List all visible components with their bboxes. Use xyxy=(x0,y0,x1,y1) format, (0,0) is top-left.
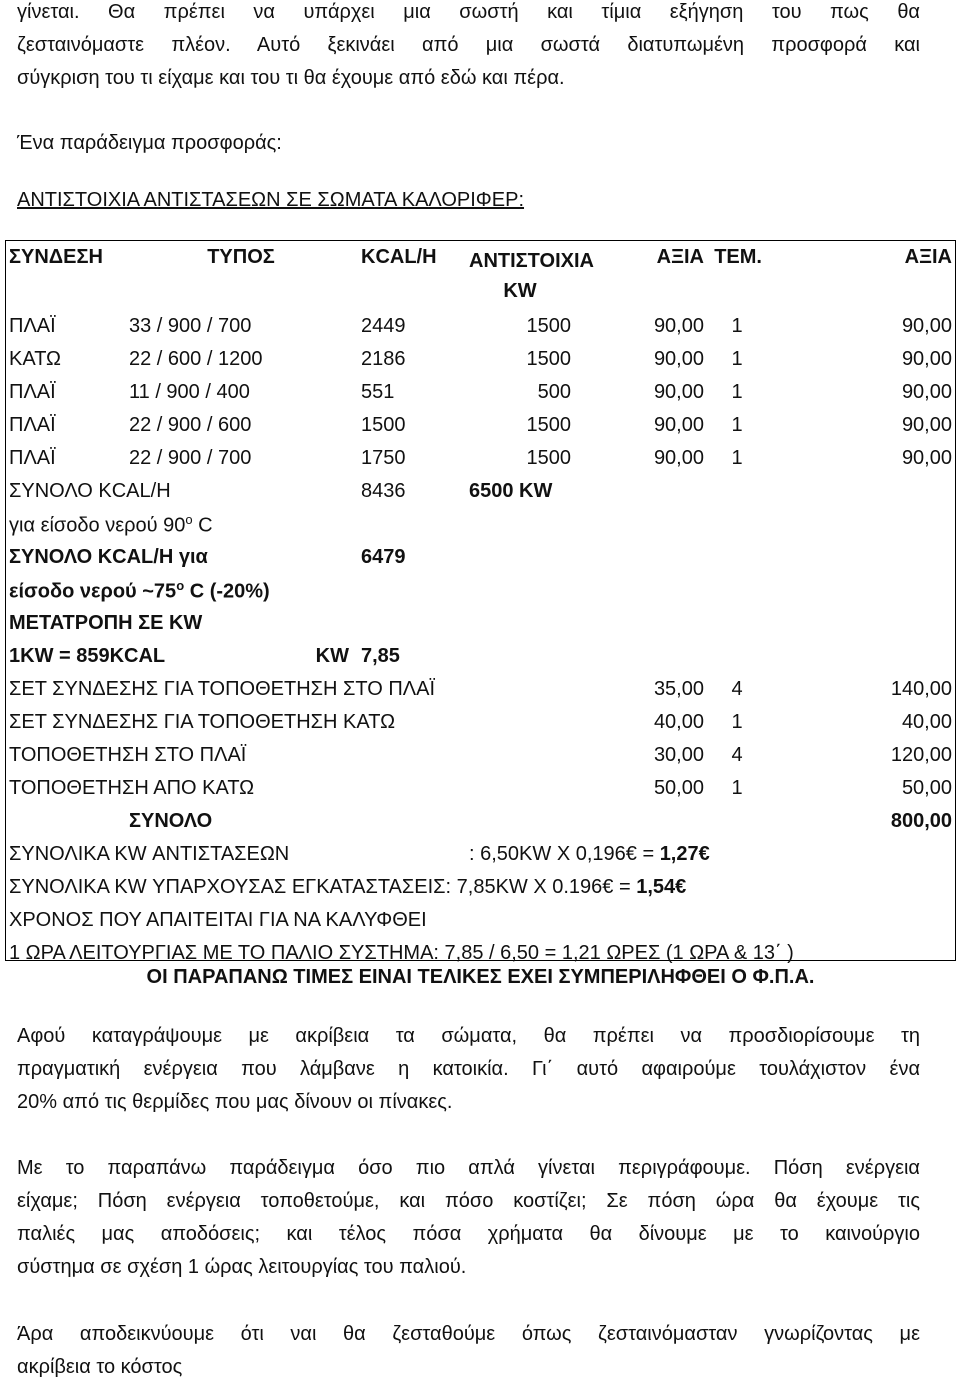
extra-row xyxy=(5,739,956,772)
grand-total-value: 800,00 xyxy=(890,810,952,832)
row-connection: ΠΛΑΪ xyxy=(9,381,56,403)
row-value: 90,00 xyxy=(653,348,704,370)
convert-formula: 1KW = 859KCAL KW xyxy=(5,640,357,673)
sum-label: ΣΥΝΟΛΟ KCAL/H xyxy=(9,480,171,502)
final-note: ΟΙ ΠΑΡΑΠΑΝΩ ΤΙΜΕΣ ΕΙΝΑΙ ΤΕΛΙΚΕΣ ΕΧΕΙ ΣΥΜΠΕΡΙΛΗΦΘΕΙ Ο Φ.Π.Α. xyxy=(146,966,815,988)
convert-formula-row xyxy=(5,640,956,673)
header-value: ΑΞΙΑ xyxy=(656,246,704,268)
row-kcal: 2449 xyxy=(361,315,406,337)
extra-value: 40,00 xyxy=(653,711,704,733)
extra-label: ΤΟΠΟΘΕΤΗΣΗ ΣΤΟ ΠΛΑΪ xyxy=(9,744,247,766)
convert-value: 7,85 xyxy=(361,645,400,667)
para1-line-3: 20% από τις θερμίδες που μας δίνουν οι πίνακες. xyxy=(17,1091,453,1113)
table-row xyxy=(5,442,956,475)
intro-line-2: ζεσταινόμαστε πλέον. Αυτό ξεκινάει από μια σωστά διατυπωμένη προσφορά και xyxy=(17,34,920,56)
row-kcal: 1500 xyxy=(361,414,406,436)
header-total: ΑΞΙΑ xyxy=(904,246,952,268)
summary3: ΧΡΟΝΟΣ ΠΟΥ ΑΠΑΙΤΕΙΤΑΙ ΓΙΑ ΝΑ ΚΑΛΥΦΘΕΙ xyxy=(9,909,427,931)
row-value: 90,00 xyxy=(653,414,704,436)
row-total: 90,00 xyxy=(901,414,952,436)
offer-table xyxy=(5,240,956,970)
header-kcal: KCAL/H xyxy=(361,246,437,268)
summary-row-3 xyxy=(5,904,956,937)
header-equivalence-line2: KW xyxy=(503,280,537,302)
header-equivalence-line1: ΑΝΤΙΣΤΟΙΧΙΑ xyxy=(469,250,594,272)
extra-row xyxy=(5,772,956,805)
section-title: ΑΝΤΙΣΤΟΙΧΙΑ ΑΝΤΙΣΤΑΣΕΩΝ ΣΕ ΣΩΜΑΤΑ ΚΑΛΟΡΙΦΕΡ: xyxy=(17,189,525,211)
row-connection: ΠΛΑΪ xyxy=(9,414,56,436)
row-total: 90,00 xyxy=(901,447,952,469)
para3-line-2: ακρίβεια το κόστος xyxy=(17,1356,183,1378)
summary1-label: ΣΥΝΟΛΙΚΑ KW ΑΝΤΙΣΤΑΣΕΩΝ xyxy=(9,843,290,865)
row-connection: ΚΑΤΩ xyxy=(9,348,62,370)
summary2: ΣΥΝΟΛΙΚΑ KW ΥΠΑΡΧΟΥΣΑΣ ΕΓΚΑΤΑΣΤΑΣΕΙΣ: 7,85KW X 0.196€ = 1,54€ xyxy=(9,876,687,898)
row-value: 90,00 xyxy=(653,381,704,403)
reduced-note-row xyxy=(5,574,956,607)
summary2-result: 1,54€ xyxy=(636,876,687,898)
row-total: 90,00 xyxy=(901,315,952,337)
para1-line-2: πραγματική ενέργεια που λάμβανε η κατοικία. Γι΄ αυτό αφαιρούμε τουλάχιστον ένα xyxy=(17,1058,920,1080)
paragraph-2 xyxy=(17,1152,920,1284)
header-connection: ΣΥΝΔΕΣΗ xyxy=(9,246,103,268)
extra-pcs: 1 xyxy=(731,711,743,733)
row-type: 33 / 900 / 700 xyxy=(129,315,252,337)
row-kw: 1500 xyxy=(526,315,571,337)
reduced-row xyxy=(5,541,956,574)
extra-pcs: 4 xyxy=(731,744,743,766)
extra-pcs: 1 xyxy=(731,777,743,799)
para2-line-4: σύστημα σε σχέση 1 ώρας λειτουργίας του παλιού. xyxy=(17,1256,467,1278)
header-type: ΤΥΠΟΣ xyxy=(207,246,275,268)
header-pcs: ΤΕΜ. xyxy=(714,246,762,268)
table-header-row xyxy=(5,240,956,310)
sum-note-row xyxy=(5,508,956,541)
extra-label: ΣΕΤ ΣΥΝΔΕΣΗΣ ΓΙΑ ΤΟΠΟΘΕΤΗΣΗ ΚΑΤΩ xyxy=(9,711,396,733)
table-row xyxy=(5,376,956,409)
row-kw: 1500 xyxy=(526,348,571,370)
summary-row-1 xyxy=(5,838,956,871)
para2-line-1: Με το παραπάνω παράδειγμα όσο πιο απλά γίνεται περιγράφουμε. Πόση ενέργεια xyxy=(17,1157,920,1179)
row-total: 90,00 xyxy=(901,381,952,403)
intro-line-1: γίνεται. Θα πρέπει να υπάρχει μια σωστή και τίμια εξήγηση του πως θα xyxy=(17,1,920,23)
para3-line-1: Άρα αποδεικνύουμε ότι ναι θα ζεσταθούμε όπως ζεσταινόμασταν γνωρίζοντας με xyxy=(17,1323,920,1345)
header-equivalence xyxy=(465,240,594,310)
row-connection: ΠΛΑΪ xyxy=(9,447,56,469)
row-value: 90,00 xyxy=(653,447,704,469)
row-kw: 1500 xyxy=(526,447,571,469)
summary4: 1 ΩΡΑ ΛΕΙΤΟΥΡΓΙΑΣ ΜΕ ΤΟ ΠΑΛΙΟ ΣΥΣΤΗΜΑ: 7,85 / 6,50 = 1,21 ΩΡΕΣ (1 ΩΡΑ & 13΄ ) xyxy=(9,942,794,964)
extra-total: 120,00 xyxy=(890,744,952,766)
para2-line-3: παλιές μας αποδόσεις; και τέλος πόσα χρήματα θα δίνουμε με το καινούργιο xyxy=(17,1223,920,1245)
extra-total: 40,00 xyxy=(901,711,952,733)
row-kcal: 2186 xyxy=(361,348,406,370)
sum-row xyxy=(5,475,956,508)
sum-kcal: 8436 xyxy=(361,480,406,502)
intro-paragraph xyxy=(17,0,920,95)
paragraph-3 xyxy=(17,1318,920,1384)
sum-kw: 6500 KW xyxy=(469,480,553,502)
row-pcs: 1 xyxy=(731,348,743,370)
row-kcal: 551 xyxy=(361,381,395,403)
grand-total-row xyxy=(5,805,956,838)
extra-pcs: 4 xyxy=(731,678,743,700)
reduced-kcal: 6479 xyxy=(361,546,406,568)
extra-row xyxy=(5,673,956,706)
row-pcs: 1 xyxy=(731,315,743,337)
para1-line-1: Αφού καταγράψουμε με ακρίβεια τα σώματα, θα πρέπει να προσδιορίσουμε τη xyxy=(17,1025,920,1047)
row-kw: 500 xyxy=(537,381,571,403)
convert-label: ΜΕΤΑΤΡΟΠΗ ΣΕ KW xyxy=(9,612,203,634)
summary1-result: 1,27€ xyxy=(659,843,710,865)
row-kw: 1500 xyxy=(526,414,571,436)
summary-row-2 xyxy=(5,871,956,904)
extra-value: 35,00 xyxy=(653,678,704,700)
reduced-note: είσοδο νερού $\sim 75^o$ C (-20%) xyxy=(9,577,270,603)
convert-unit: KW xyxy=(315,645,349,667)
row-type: 22 / 900 / 600 xyxy=(129,414,252,436)
extra-value: 50,00 xyxy=(653,777,704,799)
row-total: 90,00 xyxy=(901,348,952,370)
row-type: 11 / 900 / 400 xyxy=(129,381,250,403)
table-row xyxy=(5,343,956,376)
sum-note: για είσοδο νερού $90^o$ C xyxy=(9,511,213,537)
extra-total: 140,00 xyxy=(890,678,952,700)
row-pcs: 1 xyxy=(731,414,743,436)
convert-row xyxy=(5,607,956,640)
extra-total: 50,00 xyxy=(901,777,952,799)
extra-label: ΣΕΤ ΣΥΝΔΕΣΗΣ ΓΙΑ ΤΟΠΟΘΕΤΗΣΗ ΣΤΟ ΠΛΑΪ xyxy=(9,678,436,700)
intro-line-3: σύγκριση του τι είχαμε και του τι θα έχουμε από εδώ και πέρα. xyxy=(17,67,565,89)
para2-line-2: είχαμε; Πόση ενέργεια τοποθετούμε, και πόσο κοστίζει; Σε πόση ώρα θα έχουμε τις xyxy=(17,1190,920,1212)
example-label: Ένα παράδειγμα προσφοράς: xyxy=(17,132,282,154)
row-pcs: 1 xyxy=(731,447,743,469)
summary1-calc: : 6,50KW X 0,196€ = 1,27€ xyxy=(469,843,710,865)
row-type: 22 / 900 / 700 xyxy=(129,447,252,469)
extra-value: 30,00 xyxy=(653,744,704,766)
reduced-label: ΣΥΝΟΛΟ KCAL/H για xyxy=(9,546,208,568)
extra-label: ΤΟΠΟΘΕΤΗΣΗ ΑΠΟ ΚΑΤΩ xyxy=(9,777,255,799)
table-row xyxy=(5,310,956,343)
grand-total-label: ΣΥΝΟΛΟ xyxy=(129,810,213,832)
row-type: 22 / 600 / 1200 xyxy=(129,348,263,370)
row-value: 90,00 xyxy=(653,315,704,337)
row-pcs: 1 xyxy=(731,381,743,403)
paragraph-1 xyxy=(17,1020,920,1119)
extra-row xyxy=(5,706,956,739)
table-row xyxy=(5,409,956,442)
row-kcal: 1750 xyxy=(361,447,406,469)
row-connection: ΠΛΑΪ xyxy=(9,315,56,337)
